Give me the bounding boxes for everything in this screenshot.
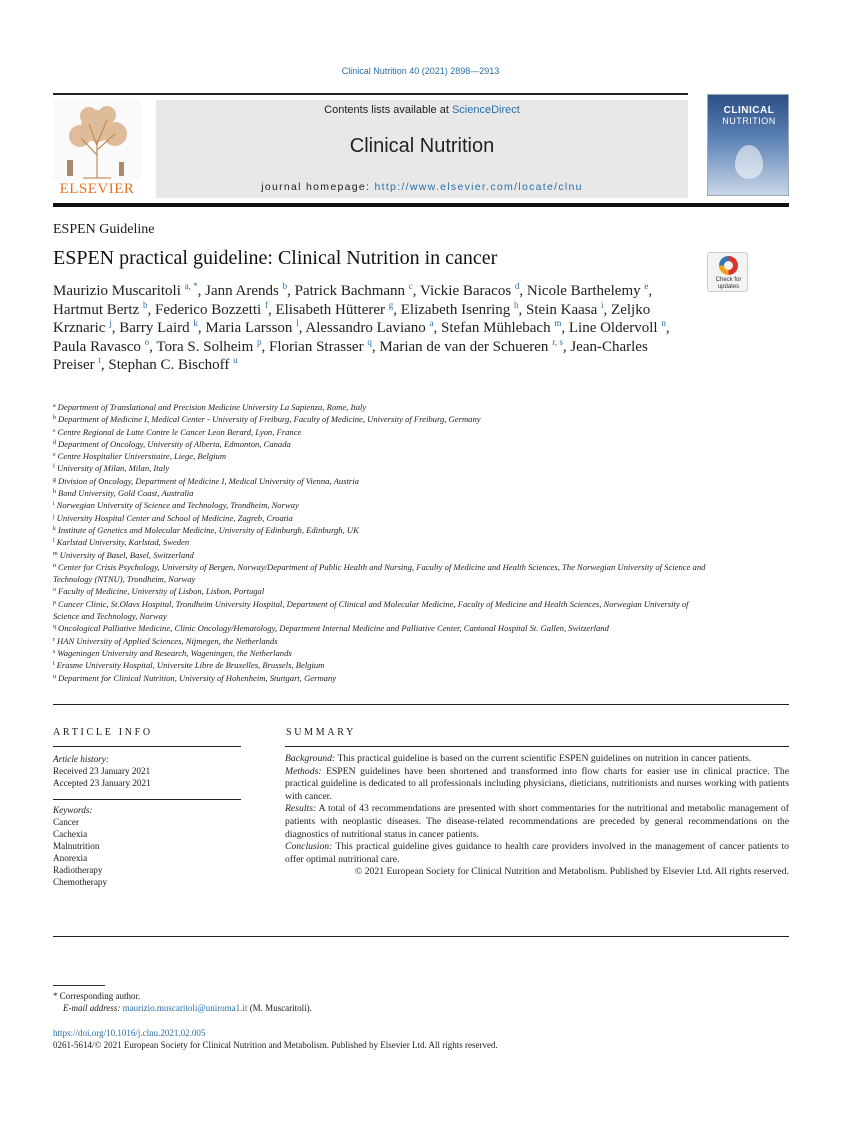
affiliation-text: University of Basel, Basel, Switzerland — [59, 549, 194, 560]
author-name[interactable]: Stephan C. Bischoff — [108, 357, 230, 373]
contents-available-line — [156, 104, 688, 116]
keyword-item: Cachexia — [53, 829, 88, 839]
affiliation-key: n — [53, 562, 56, 569]
affiliation-key: q — [53, 624, 56, 631]
affiliation-text: Karlstad University, Karlstad, Sweden — [56, 537, 190, 548]
affiliation-item — [53, 475, 713, 487]
summary-copyright: © 2021 European Society for Clinical Nutrition and Metabolism. Published by Elsevier Ltd. All rights reserved. — [354, 866, 789, 878]
affiliation-item — [53, 672, 713, 684]
author-separator: , — [519, 283, 527, 299]
affiliation-key: r — [53, 636, 55, 643]
article-info-heading: ARTICLE INFO — [53, 727, 153, 738]
summary-heading: SUMMARY — [286, 727, 357, 738]
email-label: E-mail address: — [63, 1003, 123, 1013]
results-label: Results: — [285, 803, 317, 815]
affiliation-key: a — [53, 403, 56, 409]
affiliation-item — [53, 426, 713, 438]
author-separator: , — [149, 338, 157, 355]
affiliation-text: Center for Crisis Psychology, University of Bergen, Norway/Department of Public Health and Nursing, Faculty of Medicine and Health Sciences, The Norwegian University of Science and Technology (NTNU), Trondheim, Norway — [53, 561, 706, 585]
cover-drop-icon — [735, 145, 763, 179]
summary-results — [285, 803, 789, 841]
affiliation-text: Oncological Palliative Medicine, Clinic Oncology/Hematology, Department Internal Medicine and Palliative Center, Cantonal Hospital St. Gallen, Switzerland — [58, 623, 609, 634]
history-label: Article history: — [53, 754, 109, 764]
author-name[interactable]: Hartmut Bertz — [53, 301, 140, 318]
author-affiliation-marker[interactable]: m — [554, 318, 562, 328]
author-list — [53, 282, 693, 375]
summary-bottom-rule — [53, 936, 789, 937]
affiliation-text: Centre Hospitalier Universitaire, Liege, Belgium — [57, 451, 227, 462]
results-text: A total of 43 recommendations are presented with short commentaries for the nutritional and metabolic management of patients with neoplastic diseases. The disease-related recommendations are preceded by general recommendations on the diagnostics of nutritional status in cancer patients. — [285, 803, 789, 840]
author-separator: , — [648, 283, 653, 299]
affiliation-key: o — [53, 587, 56, 594]
sciencedirect-link[interactable]: ScienceDirect — [451, 104, 520, 116]
affiliation-text: Cancer Clinic, St.Olavs Hospital, Trondheim University Hospital, Department of Clinical and Molecular Medicine, Faculty of Medicine and Health Sciences, Norwegian University of Science and Technology, Norway — [53, 598, 689, 622]
keywords-label: Keywords: — [53, 805, 93, 815]
article-title: ESPEN practical guideline: Clinical Nutrition in cancer — [53, 247, 498, 269]
author-affiliation-marker[interactable]: o — [144, 336, 150, 347]
affiliation-key: f — [53, 464, 55, 471]
keyword-item: Chemotherapy — [53, 877, 108, 887]
author-name[interactable]: Vickie Baracos — [420, 283, 512, 299]
affiliation-key: i — [53, 501, 55, 508]
author-affiliation-marker[interactable]: a — [429, 318, 434, 328]
article-history — [53, 753, 151, 789]
author-name[interactable]: Federico Bozzetti — [154, 301, 262, 318]
author-name[interactable]: Maurizio Muscaritoli — [53, 283, 181, 299]
author-name[interactable]: Line Oldervoll — [568, 320, 658, 336]
affiliation-text: Department of Medicine I, Medical Center - University of Freiburg, Faculty of Medicine, University of Freiburg, Germany — [58, 414, 481, 425]
affiliation-item — [53, 635, 713, 647]
affiliation-item — [53, 561, 713, 586]
keywords-rule — [53, 799, 241, 800]
header-top-rule — [53, 93, 688, 95]
affiliation-item — [53, 598, 713, 623]
journal-cover-thumbnail[interactable] — [707, 94, 789, 196]
summary-background — [285, 753, 789, 766]
affiliation-item — [53, 549, 713, 561]
author-separator: , — [261, 338, 269, 355]
author-separator: , — [393, 301, 401, 318]
author-separator: , — [371, 338, 380, 355]
author-name[interactable]: Nicole Barthelemy — [526, 283, 641, 299]
affiliation-text: Division of Oncology, Department of Medicine I, Medical University of Vienna, Austria — [58, 475, 359, 486]
affiliation-key: s — [53, 648, 56, 655]
keyword-item: Malnutrition — [53, 841, 100, 851]
author-name[interactable]: Patrick Bachmann — [294, 283, 406, 299]
author-affiliation-marker[interactable]: a, * — [184, 281, 198, 291]
keywords-block — [53, 804, 107, 888]
affiliation-item — [53, 487, 713, 499]
affiliation-text: Centre Regional de Lutte Contre le Cancer Leon Berard, Lyon, France — [57, 426, 302, 437]
author-separator: , — [267, 301, 276, 318]
affiliation-text: Bond University, Gold Coast, Australia — [58, 488, 194, 499]
author-affiliation-marker[interactable]: t — [98, 355, 101, 365]
affiliation-key: t — [53, 661, 55, 668]
author-affiliation-marker[interactable]: k — [193, 318, 198, 328]
check-for-updates-button[interactable] — [707, 252, 748, 292]
author-affiliation-marker[interactable]: u — [233, 355, 238, 365]
affiliation-text: Faculty of Medicine, University of Lisbon, Lisbon, Portugal — [58, 586, 265, 597]
author-separator: , — [197, 320, 206, 336]
affiliation-item — [53, 512, 713, 524]
author-separator: , — [412, 283, 421, 299]
author-separator: , — [298, 320, 306, 336]
affiliation-key: d — [53, 439, 56, 446]
author-name[interactable]: Tora S. Solheim — [156, 338, 254, 355]
author-name[interactable]: Elisabeth Hütterer — [275, 301, 385, 318]
author-name[interactable]: Marian de van der Schueren — [379, 338, 549, 355]
email-line — [53, 1002, 312, 1014]
homepage-link[interactable]: http://www.elsevier.com/locate/clnu — [374, 181, 583, 193]
affiliation-key: h — [53, 489, 56, 496]
author-separator: , — [111, 320, 120, 336]
journal-title: Clinical Nutrition — [349, 135, 495, 157]
author-affiliation-marker[interactable]: b — [282, 281, 288, 291]
affiliation-text: Institute of Genetics and Molecular Medicine, University of Edinburgh, Edinburgh, UK — [58, 524, 359, 535]
author-separator: , — [561, 320, 569, 336]
author-separator: , — [197, 283, 206, 299]
author-affiliation-marker[interactable]: g — [388, 299, 394, 310]
email-suffix: (M. Muscaritoli). — [247, 1003, 312, 1013]
author-separator: , — [287, 283, 295, 299]
article-section-type: ESPEN Guideline — [53, 222, 155, 237]
author-affiliation-marker[interactable]: c — [408, 281, 413, 291]
email-link[interactable]: maurizio.muscaritoli@uniroma1.it — [122, 1003, 248, 1013]
author-name[interactable]: Jean-Charles Preiser — [53, 338, 648, 373]
author-affiliation-marker[interactable]: e — [644, 281, 649, 291]
affiliation-key: p — [53, 599, 56, 606]
affiliation-item — [53, 401, 713, 413]
affiliation-text: HAN University of Applied Sciences, Nijmegen, the Netherlands — [57, 635, 278, 646]
cover-title-line1: CLINICAL — [723, 105, 775, 116]
affiliation-item — [53, 622, 713, 634]
author-separator: , — [665, 320, 670, 336]
affiliation-text: University Hospital Center and School of Medicine, Zagreb, Croatia — [56, 512, 293, 523]
crossmark-icon — [719, 256, 738, 275]
homepage-prefix: journal homepage: — [261, 181, 375, 193]
article-info-rule — [53, 746, 241, 747]
affiliation-item — [53, 499, 713, 511]
affiliation-list — [53, 401, 713, 684]
footnote-rule — [53, 985, 105, 986]
affiliation-item — [53, 647, 713, 659]
author-affiliation-marker[interactable]: h — [514, 299, 519, 310]
affiliation-item — [53, 450, 713, 462]
author-separator: , — [433, 320, 442, 336]
affiliation-key: b — [53, 415, 56, 422]
affiliation-item — [53, 524, 713, 536]
author-separator: , — [518, 301, 527, 318]
author-separator: , — [147, 301, 155, 318]
affiliation-text: Department for Clinical Nutrition, University of Hohenheim, Stuttgart, Germany — [58, 672, 337, 683]
author-affiliation-marker[interactable]: j — [109, 318, 112, 328]
author-affiliation-marker[interactable]: b — [142, 299, 148, 310]
author-name[interactable]: Elizabeth Isenring — [400, 301, 511, 318]
received-date: Received 23 January 2021 — [53, 766, 151, 776]
journal-homepage-line — [156, 181, 688, 193]
affiliation-text: University of Milan, Milan, Italy — [57, 463, 170, 474]
issn-copyright: 0261-5614/© 2021 European Society for Clinical Nutrition and Metabolism. Published by Elsevier Ltd. All rights reserved. — [53, 1040, 498, 1050]
affiliation-key: e — [53, 452, 56, 459]
author-separator: , — [100, 357, 109, 373]
conclusion-text: This practical guideline gives guidance to health care providers involved in the management of cancer patients to offer optimal nutritional care. — [285, 841, 789, 865]
author-name[interactable]: Stein Kaasa — [526, 301, 598, 318]
author-name[interactable]: Alessandro Laviano — [305, 320, 426, 336]
affiliation-text: Wageningen University and Research, Wageningen, the Netherlands — [57, 647, 292, 658]
header-bottom-rule — [53, 203, 789, 207]
affiliation-key: k — [53, 525, 56, 532]
keyword-item: Cancer — [53, 817, 80, 827]
summary-methods — [285, 766, 789, 804]
conclusion-label: Conclusion: — [285, 841, 333, 853]
summary-rule — [285, 746, 789, 747]
keyword-item: Anorexia — [53, 853, 88, 863]
footnotes — [53, 990, 312, 1014]
affiliation-key: l — [53, 538, 55, 545]
methods-label: Methods: — [285, 765, 322, 777]
check-updates-label: Check for updates — [715, 277, 742, 290]
author-separator: , — [562, 338, 571, 355]
summary-abstract — [285, 753, 789, 879]
author-name[interactable]: Zeljko Krznaric — [53, 301, 651, 336]
affiliation-item — [53, 536, 713, 548]
author-affiliation-marker[interactable]: p — [257, 336, 262, 347]
affiliation-key: u — [53, 673, 56, 680]
corresponding-author-note: * Corresponding author. — [53, 991, 141, 1001]
author-affiliation-marker[interactable]: n — [661, 318, 666, 328]
author-separator: , — [603, 301, 612, 318]
elsevier-wordmark[interactable]: ELSEVIER — [59, 181, 135, 197]
author-name[interactable]: Barry Laird — [119, 320, 190, 336]
cover-title-line2: NUTRITION — [722, 116, 776, 126]
affiliation-item — [53, 413, 713, 425]
affiliation-key: m — [53, 550, 58, 557]
journal-citation[interactable]: Clinical Nutrition 40 (2021) 2898—2913 — [341, 66, 500, 76]
accepted-date: Accepted 23 January 2021 — [53, 778, 151, 788]
author-name[interactable]: Jann Arends — [205, 283, 279, 299]
affiliation-item — [53, 438, 713, 450]
affiliation-text: Department of Translational and Precision Medicine University La Sapienza, Rome, Italy — [57, 402, 367, 412]
background-label: Background: — [285, 753, 336, 764]
affiliation-item — [53, 462, 713, 474]
affiliation-item — [53, 585, 713, 597]
affiliation-key: g — [53, 476, 56, 483]
background-text: This practical guideline is based on the current scientific ESPEN guidelines on nutrition in cancer patients. — [335, 753, 752, 764]
affiliation-key: c — [53, 427, 56, 434]
affiliation-text: Erasme University Hospital, Universite Libre de Bruxelles, Brussels, Belgium — [56, 660, 325, 671]
affiliation-text: Department of Oncology, University of Alberta, Edmonton, Canada — [58, 438, 291, 449]
author-affiliation-marker[interactable]: q — [367, 336, 372, 347]
author-affiliation-marker[interactable]: i — [601, 299, 604, 310]
keyword-item: Radiotherapy — [53, 865, 103, 875]
affiliation-key: j — [53, 513, 55, 520]
affiliation-item — [53, 659, 713, 671]
doi-link[interactable]: https://doi.org/10.1016/j.clnu.2021.02.005 — [53, 1028, 206, 1038]
author-affiliation-marker[interactable]: r, s — [552, 336, 563, 347]
affiliation-text: Norwegian University of Science and Technology, Trondheim, Norway — [56, 500, 299, 511]
methods-text: ESPEN guidelines have been shortened and transformed into flow charts for easier use in clinical practice. The practical guideline is dedicated to all professionals including physicians, dieticians, nutritionists and nurses working with patients with cancer. — [285, 765, 789, 802]
author-affiliation-marker[interactable]: d — [514, 281, 520, 291]
author-affiliation-marker[interactable]: l — [296, 318, 299, 328]
affiliations-divider — [53, 704, 789, 705]
author-affiliation-marker[interactable]: f — [264, 299, 268, 310]
summary-conclusion — [285, 841, 789, 866]
author-name[interactable]: Stefan Mühlebach — [441, 320, 551, 336]
author-name[interactable]: Florian Strasser — [269, 338, 364, 355]
author-name[interactable]: Maria Larsson — [205, 320, 293, 336]
contents-prefix: Contents lists available at — [324, 104, 452, 116]
author-name[interactable]: Paula Ravasco — [53, 338, 141, 355]
